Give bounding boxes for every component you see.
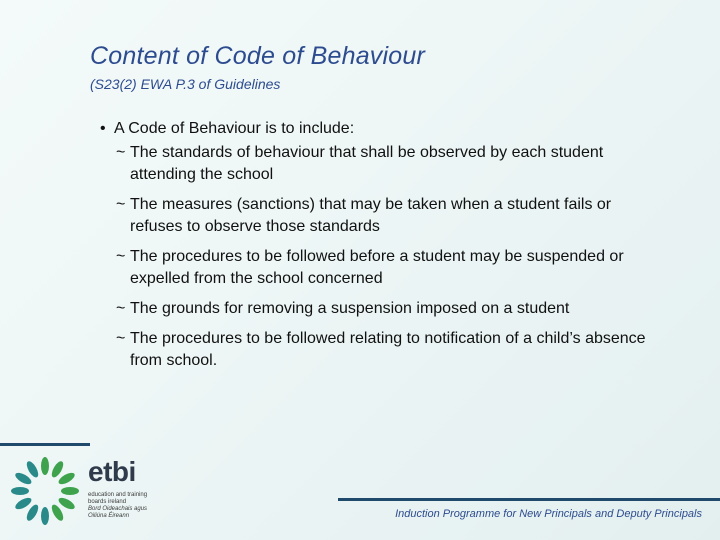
sub-item-text: The standards of behaviour that shall be observed by each student attending the school <box>130 144 604 183</box>
slide-title: Content of Code of Behaviour <box>90 42 425 70</box>
bullet-marker: • <box>100 120 106 137</box>
footer-divider <box>338 498 720 501</box>
sub-item-text: The procedures to be followed before a student may be suspended or expelled from the school concerned <box>130 248 624 287</box>
sub-item-list <box>116 142 660 372</box>
logo-tagline-ga-1: Bord Oideachais agus <box>88 506 148 512</box>
sub-item <box>116 328 660 372</box>
sub-item-text: The procedures to be followed relating to notification of a child’s absence from school. <box>130 330 646 369</box>
sub-item <box>116 142 660 186</box>
logo-tagline-en-2: boards ireland <box>88 499 127 505</box>
bullet-text: A Code of Behaviour is to include: <box>114 120 355 137</box>
etbi-logo <box>10 456 190 526</box>
logo-tagline <box>88 492 188 520</box>
footer-caption: Induction Programme for New Principals and Deputy Principals <box>395 508 702 520</box>
etbi-swirl-icon <box>10 456 80 526</box>
sub-item-text: The measures (sanctions) that may be taken when a student fails or refuses to observe those standards <box>130 196 612 235</box>
logo-tagline-ga-2: Oiliúna Éireann <box>88 513 130 519</box>
slide-subtitle: (S23(2) EWA P.3 of Guidelines <box>90 76 281 92</box>
logo-tagline-en-1: education and training <box>88 492 148 498</box>
sub-item-marker: ~ <box>116 144 126 161</box>
sub-item <box>116 246 660 290</box>
content-body <box>100 118 660 380</box>
sub-item-marker: ~ <box>116 330 126 347</box>
sub-item-marker: ~ <box>116 300 126 317</box>
sub-item-marker: ~ <box>116 248 126 265</box>
sub-item <box>116 194 660 238</box>
sub-item-text: The grounds for removing a suspension imposed on a student <box>130 300 570 317</box>
sub-item <box>116 298 660 320</box>
logo-wordmark: etbi <box>88 456 136 487</box>
left-divider <box>0 443 90 446</box>
bullet-main <box>100 118 660 140</box>
sub-item-marker: ~ <box>116 196 126 213</box>
